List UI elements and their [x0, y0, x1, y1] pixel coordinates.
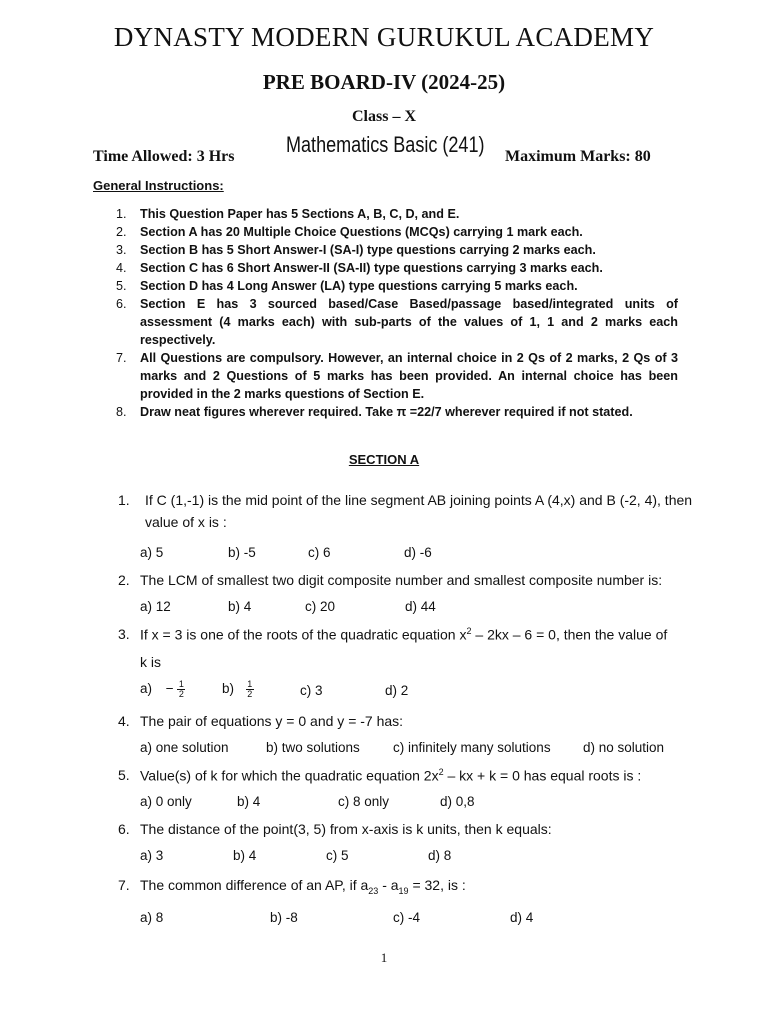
- question-1-text-line2: value of x is :: [145, 514, 227, 530]
- instruction-item: 6. Section E has 3 sourced based/Case Based/passage based/integrated units of assessment (4 marks each) with sub-parts of the values of 1, 1 and 2 marks each respectively.: [116, 297, 678, 347]
- question-number: 6.: [118, 821, 130, 837]
- instructions-heading: General Instructions:: [93, 178, 224, 193]
- instruction-item: 2. Section A has 20 Multiple Choice Questions (MCQs) carrying 1 mark each.: [116, 225, 583, 239]
- question-number: 4.: [118, 713, 130, 729]
- question-6-text: The distance of the point(3, 5) from x-axis is k units, then k equals:: [140, 821, 552, 837]
- question-number: 2.: [118, 572, 130, 588]
- question-5-text: Value(s) of k for which the quadratic equation $2x^2$ – kx + k = 0 has equal roots is :: [140, 767, 642, 784]
- question-3-option-d: d) 2: [385, 683, 409, 698]
- class-label: Class – X: [351, 108, 416, 125]
- question-1-option-d: d) -6: [404, 545, 432, 560]
- question-3-option-a: a) − $\frac{1}{2}$: [140, 679, 184, 699]
- question-7-option-b: b) -8: [270, 910, 298, 925]
- question-6-option-d: d) 8: [428, 848, 452, 863]
- section-a-heading: SECTION A: [348, 452, 420, 467]
- page-number: 1: [380, 950, 388, 965]
- instruction-item: 1. This Question Paper has 5 Sections A, B, C, D, and E.: [116, 207, 460, 221]
- question-7-option-c: c) -4: [393, 910, 420, 925]
- question-2-option-c: c) 20: [305, 599, 336, 614]
- question-7-option-a: a) 8: [140, 910, 164, 925]
- question-5-option-a: a) 0 only: [140, 794, 192, 809]
- question-5-option-c: c) 8 only: [338, 794, 390, 809]
- question-1-option-b: b) -5: [228, 545, 256, 560]
- instruction-item: 4. Section C has 6 Short Answer-II (SA-II) type questions carrying 3 marks each.: [116, 261, 603, 275]
- question-3-text: If x = 3 is one of the roots of the quadratic equation $x^2 - 2kx - 6 = 0$, then the value of: [140, 626, 668, 643]
- subject-title: Mathematics Basic (241): [286, 132, 485, 157]
- question-4-option-d: d) no solution: [583, 740, 665, 755]
- fraction: $\frac{1}{2}$: [247, 679, 253, 699]
- instruction-item: 5. Section D has 4 Long Answer (LA) type questions carrying 5 marks each.: [116, 279, 578, 293]
- fraction: $\frac{1}{2}$: [178, 679, 184, 699]
- question-4-option-a: a) one solution: [140, 740, 229, 755]
- question-number: 5.: [118, 767, 130, 783]
- school-name: DYNASTY MODERN GURUKUL ACADEMY: [113, 22, 655, 52]
- time-allowed: Time Allowed: 3 Hrs: [93, 148, 235, 165]
- instruction-item: 7. All Questions are compulsory. However, an internal choice in 2 Qs of 2 marks, 2 Qs of 3 marks and 2 Questions of 5 marks has been provided. An internal choice has been provided in the 2 marks questions of Section E.: [116, 351, 678, 401]
- instruction-item: 8. Draw neat figures wherever required. Take π =22/7 wherever required if not stated.: [116, 405, 633, 419]
- exam-title: PRE BOARD-IV (2024-25): [262, 70, 506, 94]
- instruction-item: 3. Section B has 5 Short Answer-I (SA-I) type questions carrying 2 marks each.: [116, 243, 596, 257]
- question-number: 3.: [118, 626, 130, 642]
- question-2-option-d: d) 44: [405, 599, 436, 614]
- question-2-option-b: b) 4: [228, 599, 252, 614]
- question-6-option-c: c) 5: [326, 848, 349, 863]
- question-3-option-c: c) 3: [300, 683, 323, 698]
- question-3-option-b: b) $\frac{1}{2}$: [222, 679, 253, 699]
- question-5-option-d: d) 0,8: [440, 794, 475, 809]
- question-number: 1.: [118, 492, 130, 508]
- maximum-marks: Maximum Marks: 80: [505, 148, 651, 165]
- question-4-text: The pair of equations y = 0 and y = -7 has:: [140, 713, 404, 729]
- question-number: 7.: [118, 877, 130, 893]
- question-7-text: The common difference of an AP, if $a_{23} - a_{19} = 32$, is :: [140, 877, 466, 896]
- question-3-text-line2: k is: [140, 654, 161, 670]
- question-2-option-a: a) 12: [140, 599, 171, 614]
- question-7-option-d: d) 4: [510, 910, 534, 925]
- question-5-option-b: b) 4: [237, 794, 261, 809]
- question-4-option-b: b) two solutions: [266, 740, 360, 755]
- question-1-option-a: a) 5: [140, 545, 164, 560]
- question-6-option-b: b) 4: [233, 848, 257, 863]
- question-4-option-c: c) infinitely many solutions: [393, 740, 551, 755]
- question-2-text: The LCM of smallest two digit composite number and smallest composite number is:: [140, 572, 663, 588]
- instructions-list: [112, 205, 678, 421]
- question-1-text-line1: If C (1,-1) is the mid point of the line segment AB joining points A (4,x) and B (-2, 4), then: [145, 492, 693, 508]
- question-1-option-c: c) 6: [308, 545, 331, 560]
- question-6-option-a: a) 3: [140, 848, 164, 863]
